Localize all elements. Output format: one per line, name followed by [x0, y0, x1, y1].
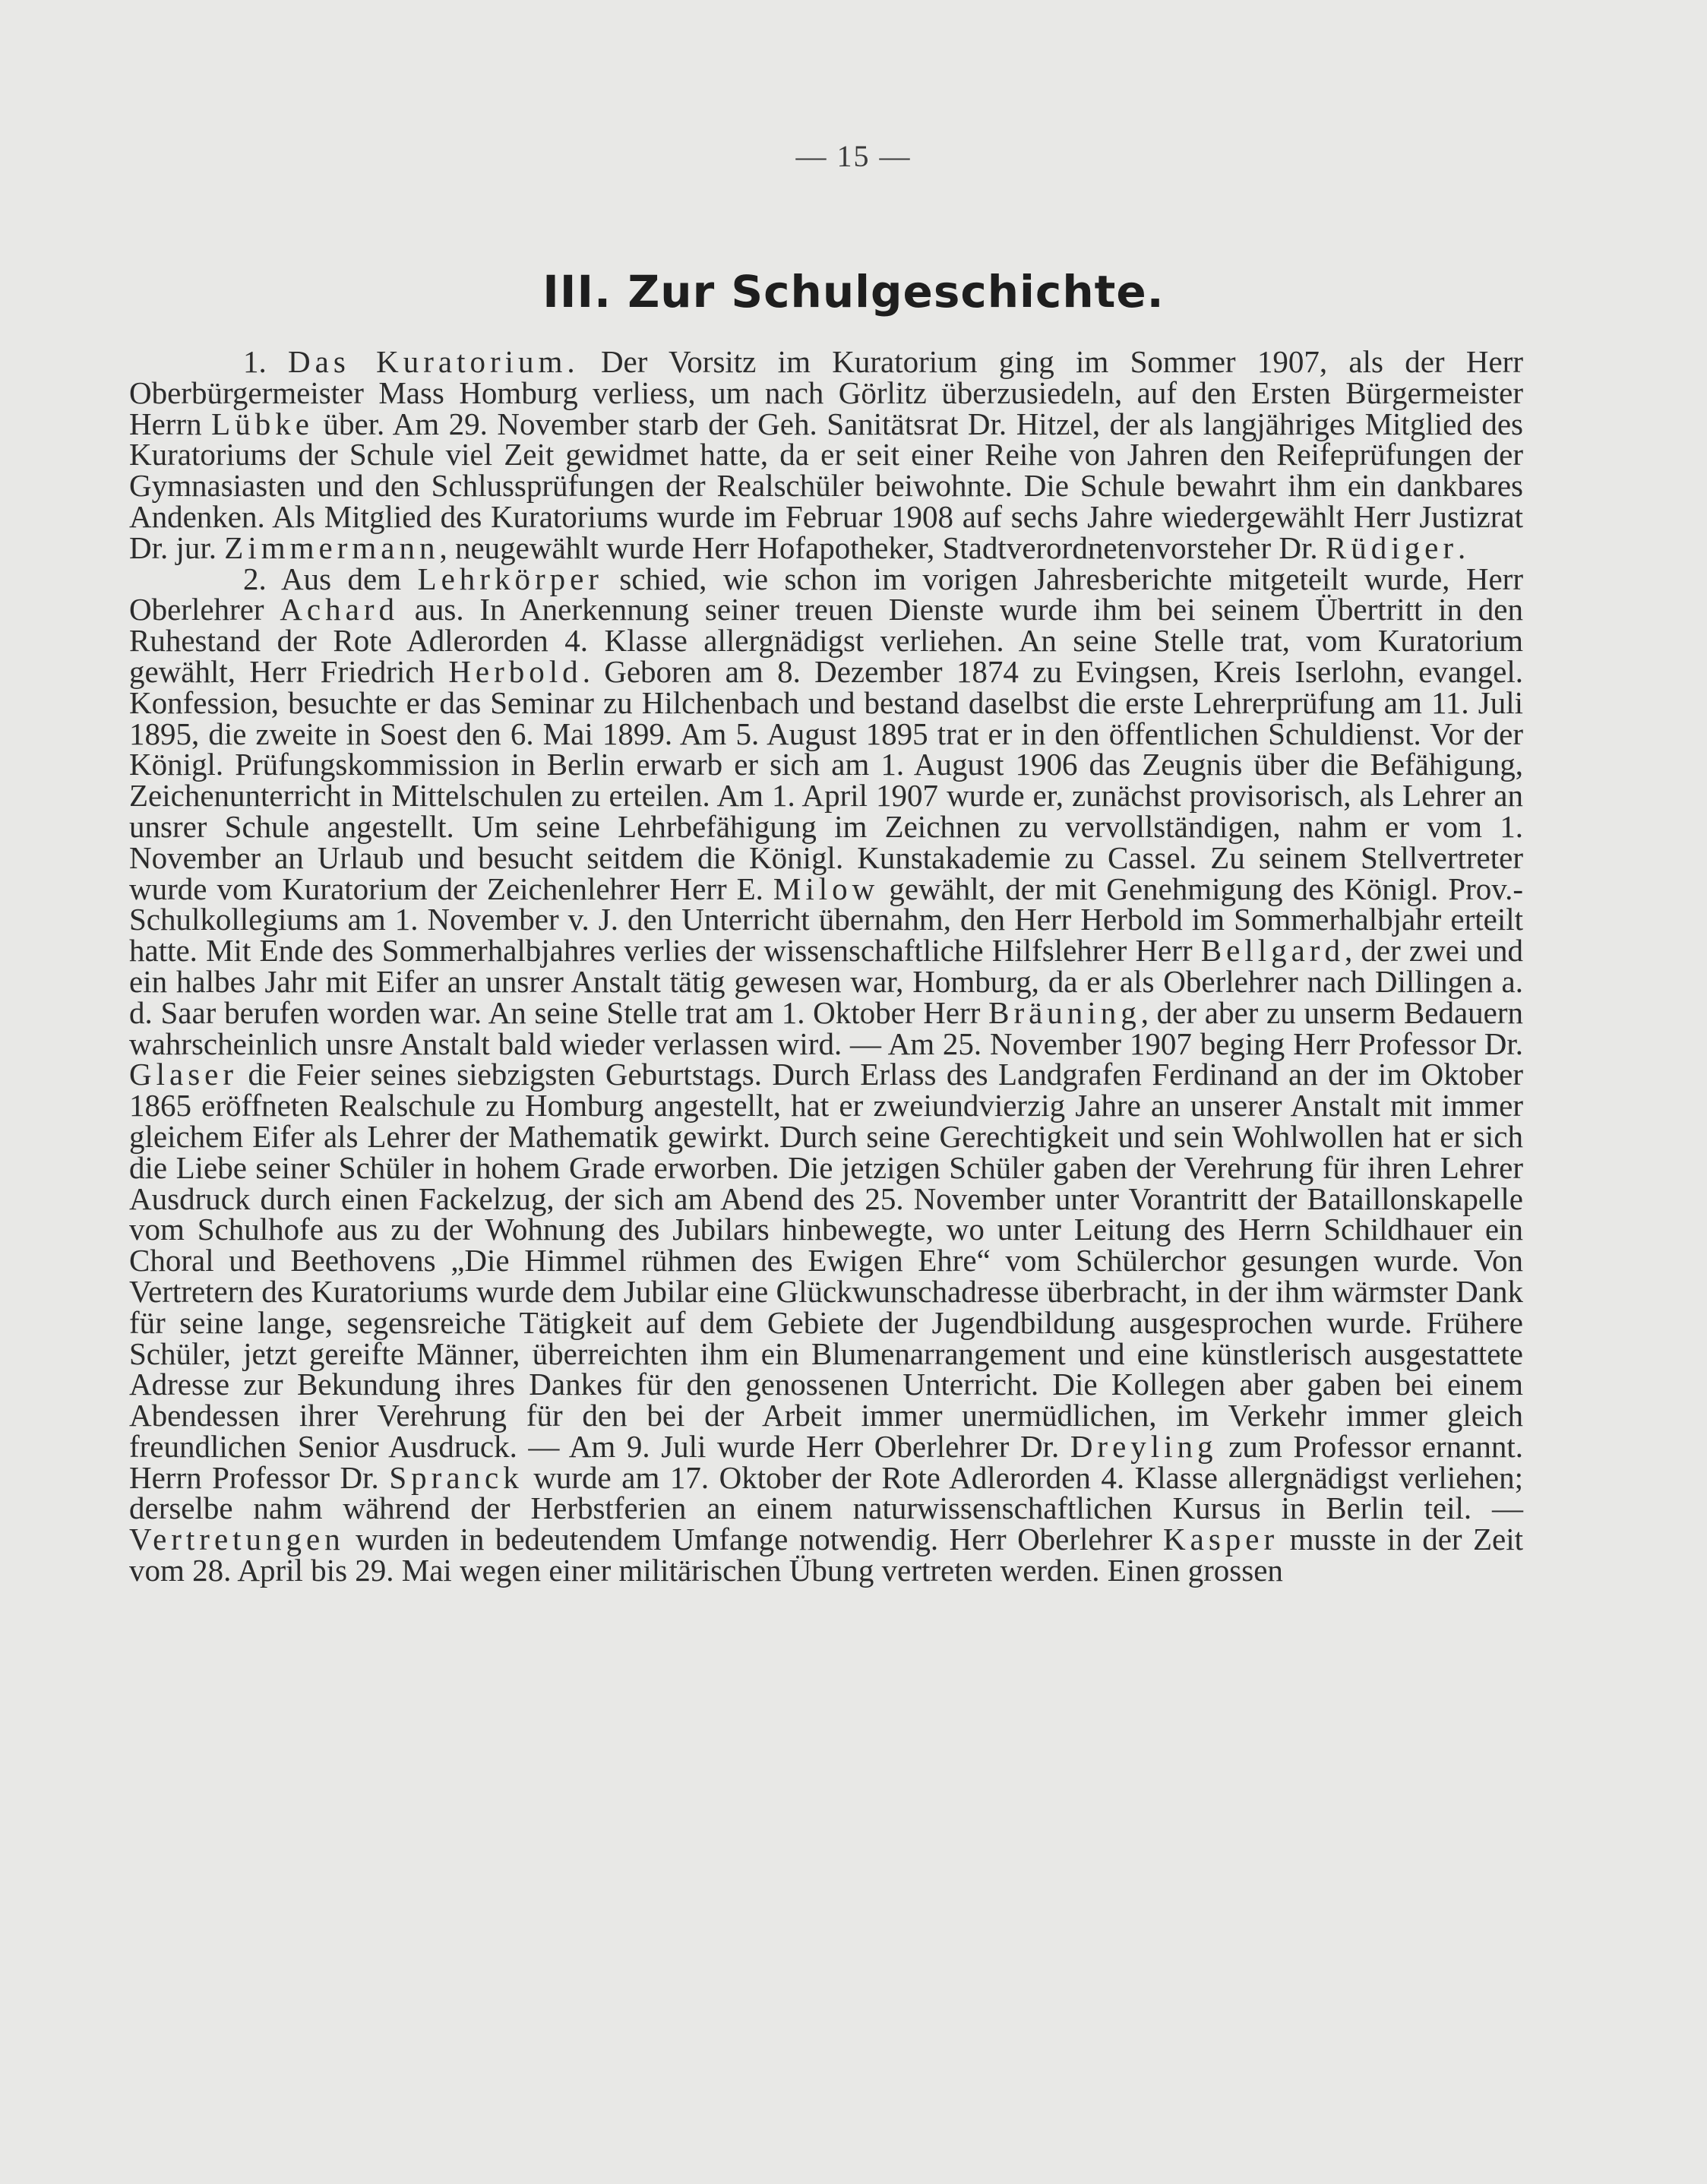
- text-run: Aus dem: [280, 561, 418, 596]
- emphasis-vertretungen: Vertretungen: [129, 1522, 345, 1557]
- text-run: gewählt, der mit Genehmigung des Königl. Prov.-Schulkollegiums am 1. November v. J. den Unterricht übernahm, den Herr Herbold im Sommerhalbjahr erteilt hatte. Mit Ende des Sommerhalbjahres verlies der wissenschaftliche Hilfslehrer Herr: [129, 871, 1523, 969]
- emphasis-name-glaser: Glaser: [129, 1057, 239, 1092]
- text-run: , der aber zu unserm Bedauern wahrscheinlich unsre Anstalt bald wieder verlassen wird. — Am 25. November 1907 beging Herr Professor Dr.: [129, 994, 1523, 1061]
- emphasis-kuratorium: Das Kuratorium.: [288, 344, 580, 379]
- emphasis-name-zimmermann: Zimmermann: [224, 529, 440, 565]
- emphasis-name-dreyling: Dreyling: [1070, 1428, 1218, 1464]
- emphasis-name-milow: Milow: [773, 871, 880, 906]
- section-heading: III. Zur Schulgeschichte.: [542, 266, 1165, 318]
- emphasis-name-herbold: Herbold: [448, 653, 583, 689]
- emphasis-name-braeuning: Bräuning: [988, 994, 1141, 1030]
- paragraph-number: 1.: [243, 344, 289, 379]
- page-number: — 15 —: [795, 139, 912, 173]
- emphasis-name-spranck: Spranck: [389, 1459, 523, 1495]
- emphasis-name-kasper: Kasper: [1163, 1522, 1279, 1557]
- text-run: , neugewählt wurde Herr Hofapotheker, Stadtverordnetenvorsteher Dr.: [439, 529, 1326, 565]
- text-run: über. Am 29. November starb der Geh. Sanitätsrat Dr. Hitzel, der als langjähriges Mitglied des Kuratoriums der Schule viel Zeit gewidmet hatte, da er seit einer Reihe von Jahren den Reifeprüfungen der Gymnasiasten und den Schlussprüfungen der Realschüler beiwohnte. Die Schule bewahrt ihm ein dankbares Andenken. Als Mitglied des Kuratoriums wurde im Februar 1908 auf sechs Jahre wiedergewählt Herr Justizrat Dr. jur.: [129, 406, 1523, 565]
- text-run: die Feier seines siebzigsten Geburtstags. Durch Erlass des Landgrafen Ferdinand an der im Oktober 1865 eröffneten Realschule zu Homburg angestellt, hat er zweiundvierzig Jahre an unserer Anstalt mit immer gleichem Eifer als Lehrer der Mathematik gewirkt. Durch seine Gerechtigkeit und sein Wohlwollen hat er sich die Liebe seiner Schüler in hohem Grade erworben. Die jetzigen Schüler gaben der Verehrung für ihren Lehrer Ausdruck durch einen Fackelzug, der sich am Abend des 25. November unter Vorantritt der Bataillonskapelle vom Schulhofe aus zu der Wohnung des Jubilars hinbewegte, wo unter Leitung des Herrn Schildhauer ein Choral und Beethovens „Die Himmel rühmen des Ewigen Ehre“ vom Schülerchor gesungen wurde. Von Vertretern des Kuratoriums wurde dem Jubilar eine Glückwunschadresse überbracht, in der ihm wärmster Dank für seine lange, segensreiche Tätigkeit auf dem Gebiete der Jugendbildung ausgesprochen wurde. Frühere Schüler, jetzt gereifte Männer, überreichten ihm ein Blumenarrangement und eine künstlerisch ausgestattete Adresse zur Bekundung ihres Dankes für den genossenen Unterricht. Die Kollegen aber gaben bei einem Abendessen ihrer Verehrung für den bei der Arbeit immer unermüdlichen, im Verkehr immer gleich freundlichen Senior Ausdruck. — Am 9. Juli wurde Herr Oberlehrer Dr.: [129, 1057, 1523, 1464]
- text-run: Der Vorsitz im Kuratorium ging im Sommer 1907, als der Herr Oberbürgermeister Mass Homburg verliess, um nach Görlitz überzusiedeln, auf den Ersten Bürgermeister Herrn: [129, 344, 1523, 441]
- text-run: wurden in bedeutendem Umfange notwendig. Herr Oberlehrer: [344, 1522, 1164, 1557]
- emphasis-name-luebke: Lübke: [211, 406, 314, 441]
- emphasis-name-achard: Achard: [280, 592, 399, 627]
- emphasis-lehrkoerper: Lehrkörper: [417, 561, 603, 596]
- paragraph-lehrkoerper: [129, 561, 1524, 1588]
- text-run: .: [1458, 529, 1466, 565]
- emphasis-name-ruediger: Rüdiger: [1325, 529, 1459, 565]
- text-run: aus. In Anerkennung seiner treuen Dienste wurde ihm bei seinem Übertritt in den Ruhestand der Rote Adlerorden 4. Klasse allergnädigst verliehen. An seine Stelle trat, vom Kuratorium gewählt, Herr Friedrich: [129, 592, 1523, 689]
- text-run: schied, wie schon im vorigen Jahresberichte mitgeteilt wurde, Herr Oberlehrer: [129, 561, 1523, 627]
- text-run: . Geboren am 8. Dezember 1874 zu Evingsen, Kreis Iserlohn, evangel. Konfession, besuchte er das Seminar zu Hilchenbach und bestand daselbst die erste Lehrerprüfung am 11. Juli 1895, die zweite in Soest den 6. Mai 1899. Am 5. August 1895 trat er in den öffentlichen Schuldienst. Vor der Königl. Prüfungskommission in Berlin erwarb er sich am 1. August 1906 das Zeugnis über die Befähigung, Zeichenunterricht in Mittelschulen zu erteilen. Am 1. April 1907 wurde er, zunächst provisorisch, als Lehrer an unsrer Schule angestellt. Um seine Lehrbefähigung im Zeichnen zu vervollständigen, nahm er vom 1. November an Urlaub und besucht seitdem die Königl. Kunstakademie zu Cassel. Zu seinem Stellvertreter wurde vom Kuratorium der Zeichenlehrer Herr E.: [129, 653, 1524, 906]
- text-run: wurde am 17. Oktober der Rote Adlerorden 4. Klasse allergnädigst verliehen; derselbe nahm während der Herbstferien an einem naturwissenschaftlichen Kursus in Berlin teil. —: [129, 1459, 1524, 1526]
- paragraph-number: 2.: [243, 561, 281, 596]
- body-text: [129, 346, 1523, 1586]
- emphasis-name-bellgard: Bellgard: [1200, 933, 1345, 969]
- text-run: , der zwei und ein halbes Jahr mit Eifer an unsrer Anstalt tätig gewesen war, Homburg, da er als Oberlehrer nach Dillingen a. d. Saar berufen worden war. An seine Stelle trat am 1. Oktober Herr: [129, 933, 1523, 1030]
- text-run: musste in der Zeit vom 28. April bis 29. Mai wegen einer militärischen Übung vertreten werden. Einen grossen: [129, 1522, 1523, 1588]
- paragraph-kuratorium: [129, 346, 1523, 564]
- text-run: zum Professor ernannt. Herrn Professor Dr.: [129, 1428, 1524, 1495]
